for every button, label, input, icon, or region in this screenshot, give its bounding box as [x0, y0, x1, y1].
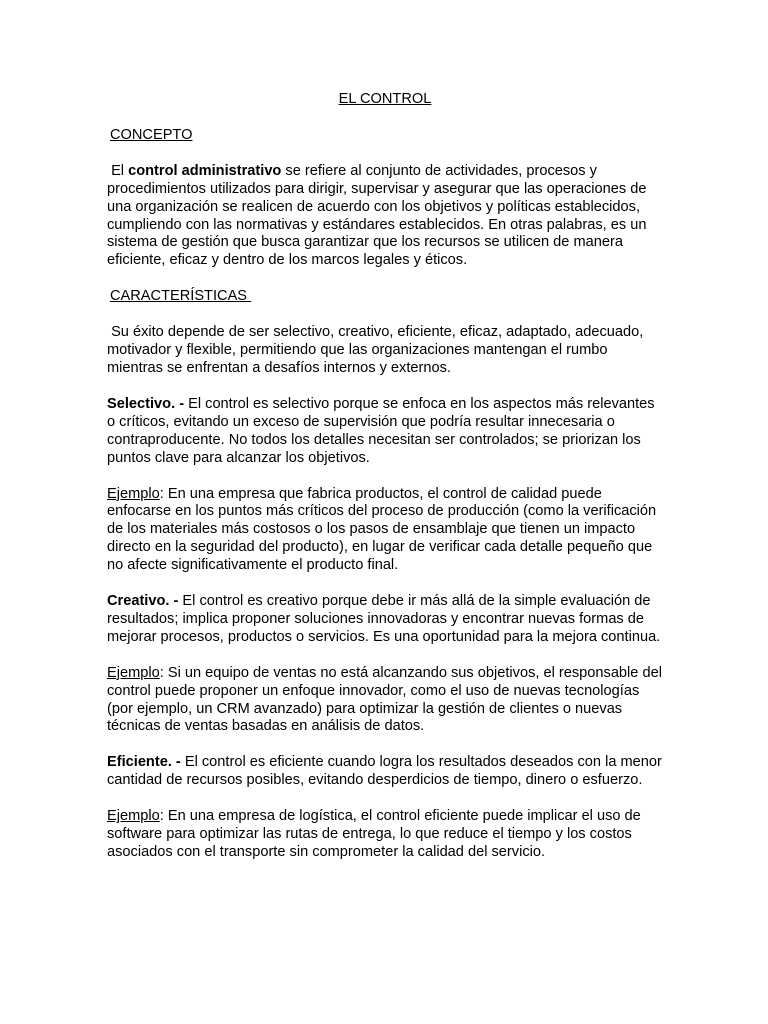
example-text: : En una empresa que fabrica productos, el control de calidad puede enfocarse en los puntos más críticos del proceso de producción (como la verificación de los materiales más costosos o los pasos de ensamblaje que tienen un impacto directo en la seguridad del producto), en lugar de verificar cada detalle pequeño que no afecte significativamente el producto final. — [107, 485, 657, 574]
example-label: Ejemplo — [107, 664, 160, 681]
caracteristicas-intro — [107, 324, 663, 378]
example-text: : Si un equipo de ventas no está alcanzando sus objetivos, el responsable del control puede proponer un enfoque innovador, como el uso de nuevas tecnologías (por ejemplo, un CRM avanzado) para optimizar la gestión de clientes o nuevas técnicas de ventas basadas en análisis de datos. — [107, 664, 662, 735]
item-selectivo — [107, 396, 663, 468]
example-label: Ejemplo — [107, 808, 160, 825]
item-creativo — [107, 593, 663, 647]
item-text: El control es creativo porque debe ir más allá de la simple evaluación de resultados; implica proponer soluciones innovadoras y encontrar nuevas formas de mejorar procesos, productos o servicios. Es una oportunidad para la mejora continua. — [107, 593, 661, 645]
item-text: El control es selectivo porque se enfoca en los aspectos más relevantes o críticos, evitando un exceso de supervisión que podría resultar innecesaria o contraproducente. No todos los detalles necesitan ser controlados; se priorizan los puntos clave para alcanzar los objetivos. — [107, 395, 655, 466]
section-heading-concepto: CONCEPTO — [110, 126, 193, 143]
example-eficiente — [107, 808, 663, 862]
caracteristicas-intro-text: Su éxito depende de ser selectivo, creativo, eficiente, eficaz, adaptado, adecuado, motivador y flexible, permitiendo que las organizaciones mantengan el rumbo mientras se enfrentan a desafíos internos y externos. — [107, 324, 644, 376]
concepto-prefix: El — [111, 162, 129, 179]
document-page — [107, 91, 663, 880]
example-selectivo — [107, 486, 663, 576]
section-heading-caracteristicas: CARACTERÍSTICAS — [110, 288, 252, 305]
item-term: Creativo. - — [107, 593, 179, 610]
item-text: El control es eficiente cuando logra los resultados deseados con la menor cantidad de recursos posibles, evitando desperdicios de tiempo, dinero o esfuerzo. — [107, 754, 662, 789]
example-creativo — [107, 665, 663, 737]
concepto-paragraph — [107, 163, 663, 270]
concepto-text: se refiere al conjunto de actividades, procesos y procedimientos utilizados para dirigir, supervisar y asegurar que las operaciones de una organización se realicen de acuerdo con los objetivos y políticas establecidos, cumpliendo con las normativas y estándares establecidos. En otras palabras, es un sistema de gestión que busca garantizar que los recursos se utilicen de manera eficiente, eficaz y dentro de los marcos legales y éticos. — [107, 162, 647, 269]
document-title: EL CONTROL — [338, 91, 432, 107]
item-term: Eficiente. - — [107, 754, 181, 771]
example-text: : En una empresa de logística, el control eficiente puede implicar el uso de software para optimizar las rutas de entrega, lo que reduce el tiempo y los costos asociados con el transporte sin comprometer la calidad del servicio. — [107, 808, 641, 860]
item-term: Selectivo. - — [107, 395, 185, 412]
example-label: Ejemplo — [107, 485, 160, 502]
concepto-bold-term: control administrativo — [128, 162, 282, 179]
item-eficiente — [107, 754, 663, 790]
